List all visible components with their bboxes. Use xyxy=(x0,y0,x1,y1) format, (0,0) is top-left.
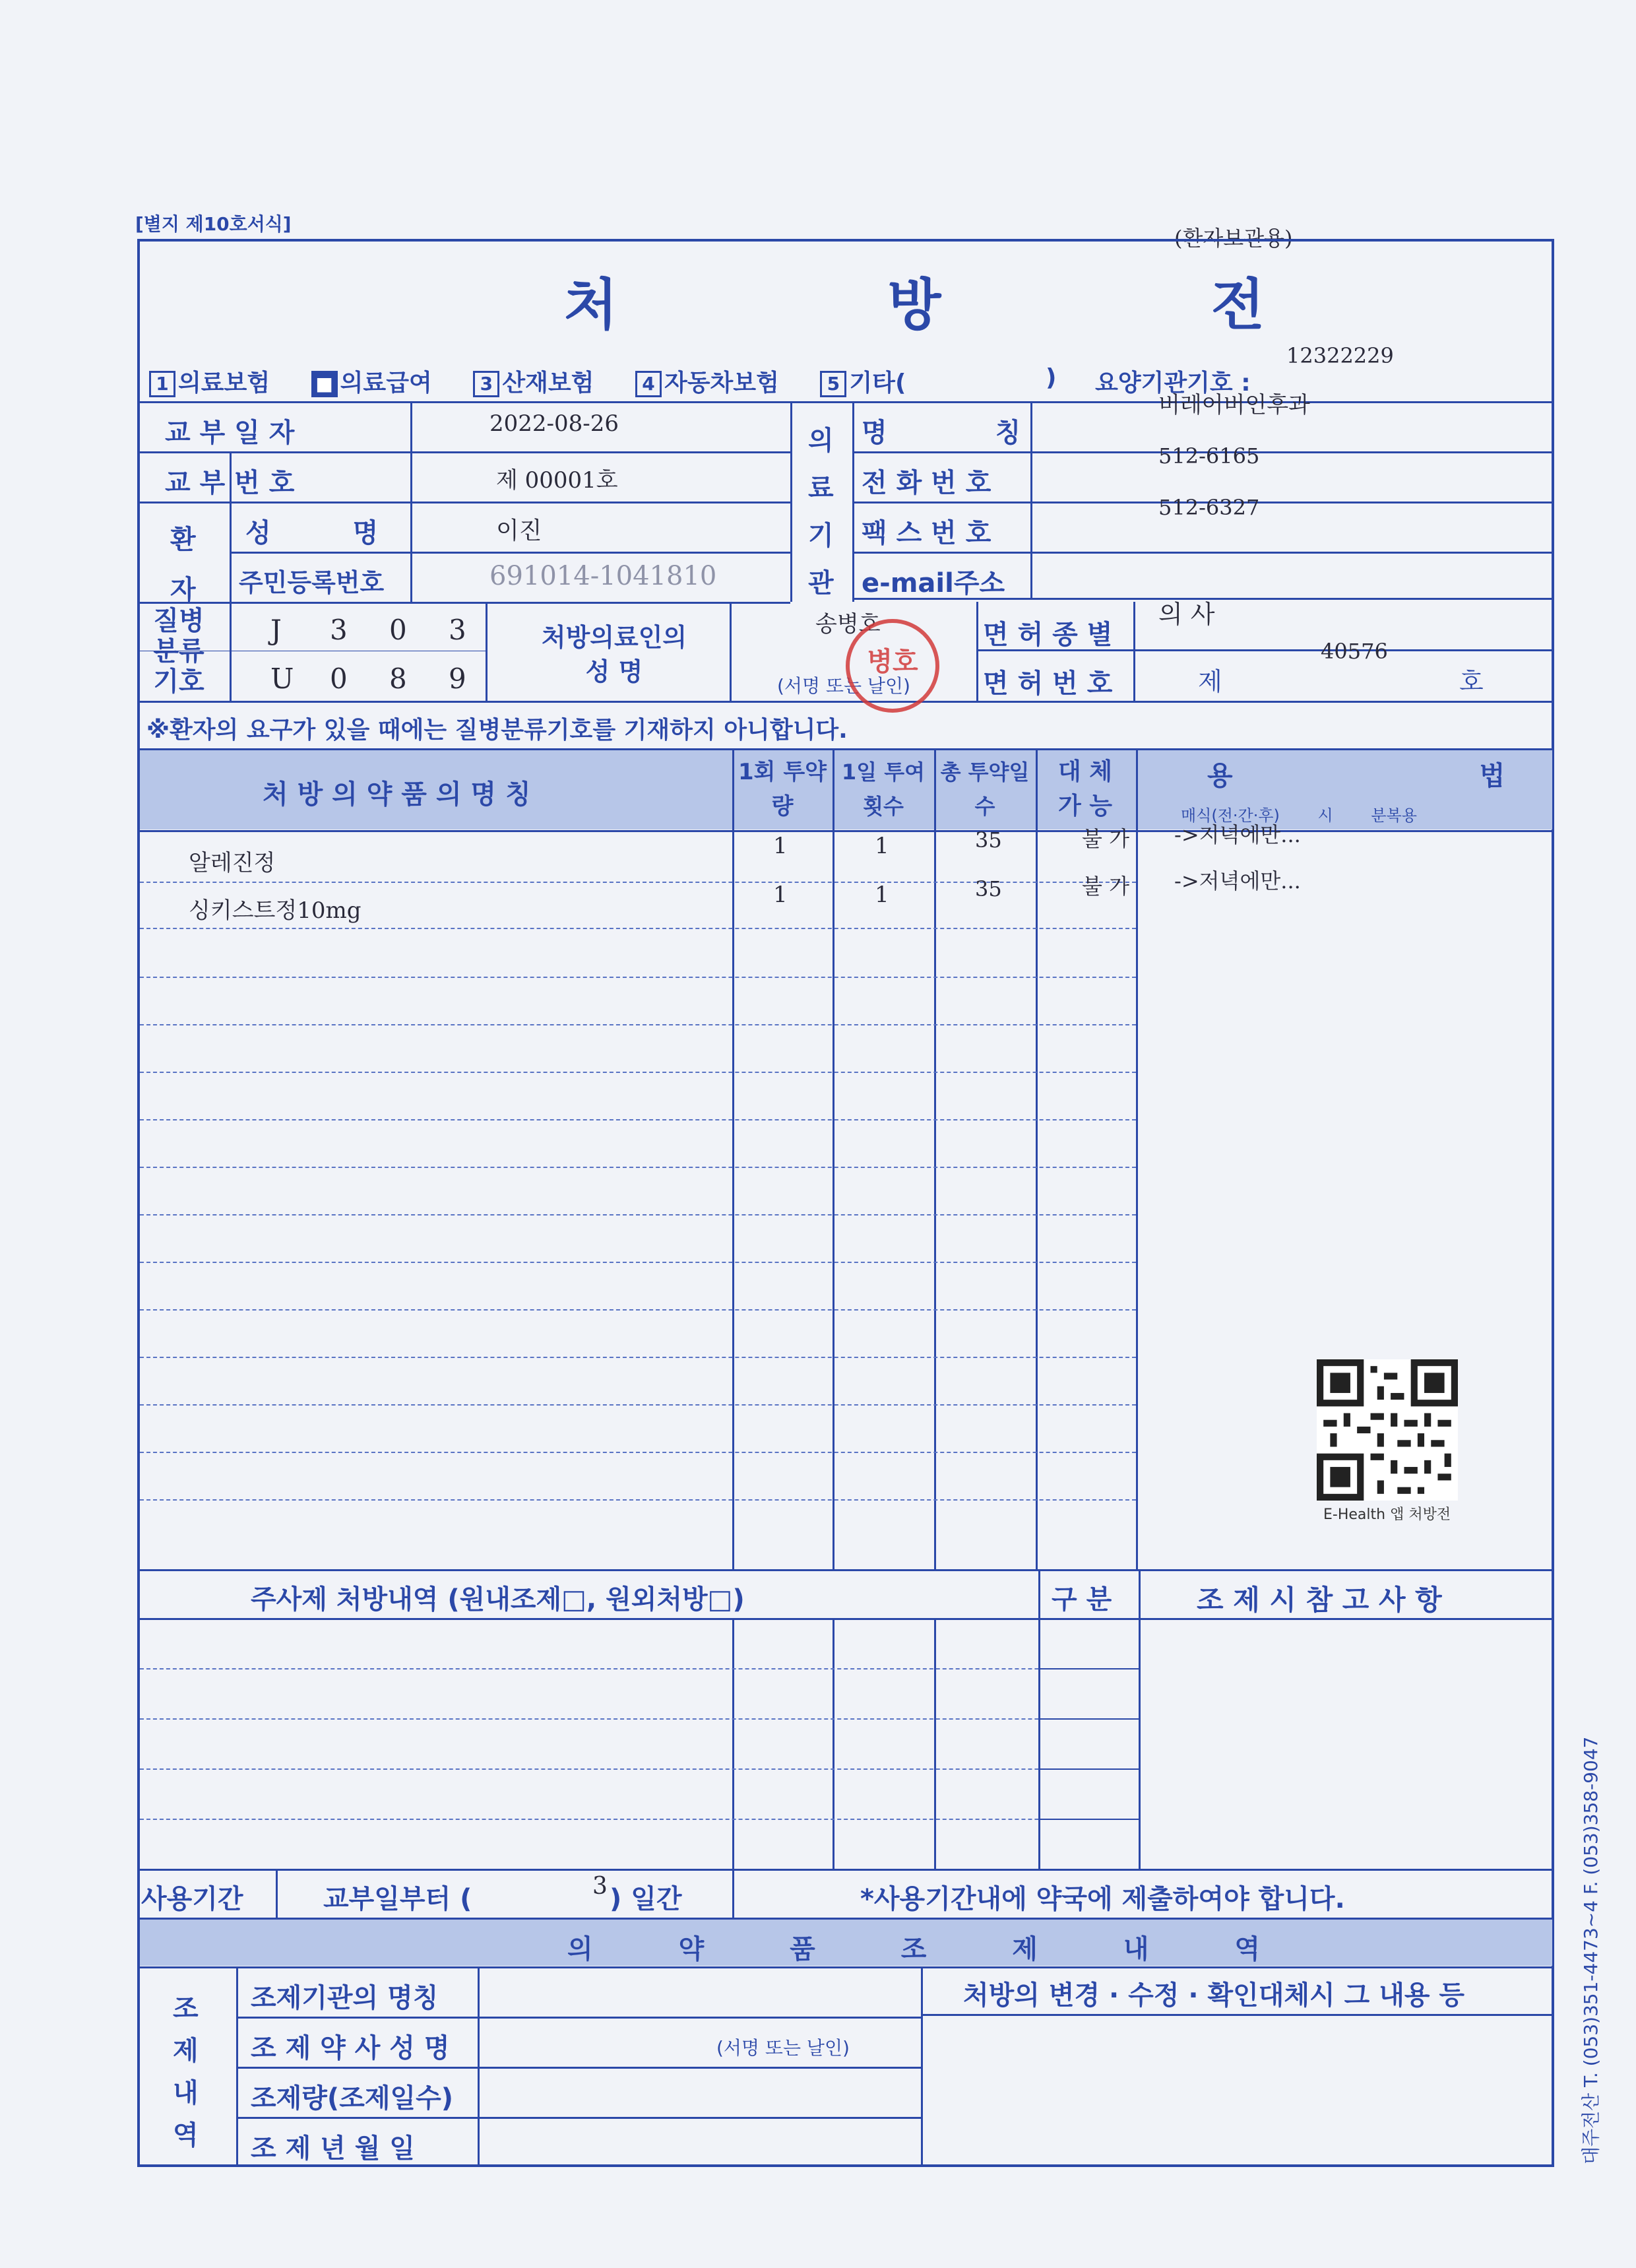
patient-group-label: 환 자 xyxy=(170,525,196,605)
patient-rrn: 691014-1041810 xyxy=(489,561,717,591)
med-usage-header: 용 법 xyxy=(1207,761,1505,791)
dispense-section-title: 의 약 품 조 제 내 역 xyxy=(567,1934,1299,1964)
insurance-types xyxy=(149,364,906,398)
insurance-type[interactable]: 1 의료보험 xyxy=(149,370,270,397)
doctor-name: 송병호 xyxy=(815,611,881,637)
insurance-type[interactable]: ■ 의료급여 xyxy=(311,370,432,397)
checkbox[interactable]: 3 xyxy=(473,371,499,397)
institution-group-label: 의 료 기 관 xyxy=(808,426,834,599)
med-subst: 불 가 xyxy=(1082,826,1129,851)
checkbox[interactable]: 1 xyxy=(149,371,175,397)
med-subst: 불 가 xyxy=(1082,874,1129,899)
dispense-row-label: 조 제 약 사 성 명 xyxy=(251,2033,450,2063)
dispense-sign-label: (서명 또는 날인) xyxy=(716,2037,850,2059)
patient-name-label: 성 명 xyxy=(245,518,379,548)
institution-name: 버레어버인후과 xyxy=(1158,392,1310,418)
disease-code-2: U 0 8 9 xyxy=(270,663,466,695)
dispense-group-label: 조 제 내 역 xyxy=(173,1993,199,2151)
insurance-type[interactable]: 3 산재보험 xyxy=(473,370,594,397)
license-suffix: 호 xyxy=(1459,667,1484,696)
med-days: 35 xyxy=(975,876,1002,901)
med-subst-header: 대 체 가 능 xyxy=(1057,758,1113,820)
disease-code-1: J 3 0 3 xyxy=(270,614,466,646)
institution-phone: 512-6165 xyxy=(1158,443,1260,469)
med-name: 알레진정 xyxy=(189,850,276,876)
med-freq-header: 1일 투여횟수 xyxy=(841,760,926,819)
insurance-type[interactable]: 5 기타( xyxy=(820,370,906,397)
med-dose-header: 1회 투약량 xyxy=(738,759,827,820)
license-number-label: 면 허 번 호 xyxy=(983,668,1113,699)
institution-code-label: 요양기관기호 : xyxy=(1095,370,1251,397)
checkbox[interactable]: 4 xyxy=(635,371,662,397)
med-dose: 1 xyxy=(773,882,788,908)
institution-fax: 512-6327 xyxy=(1158,495,1260,520)
med-dose: 1 xyxy=(773,833,788,859)
disease-code-label: 질병 분류 기호 xyxy=(153,606,204,697)
doctor-stamp: 병호 xyxy=(846,619,939,713)
patient-name: 이진 xyxy=(496,517,542,544)
disease-notice: ※환자의 요구가 있을 때에는 질병분류기호를 기재하지 아니합니다. xyxy=(146,717,848,744)
printer-note: 대주전산 T. (053)351-4473~4 F. (053)358-9047 xyxy=(1580,1736,1602,2164)
dispense-row-label: 조제기관의 명칭 xyxy=(251,1983,439,2013)
med-usage: ->지녁에만... xyxy=(1174,822,1301,847)
usage-period-unit: ) 일간 xyxy=(610,1884,682,1914)
dispense-change-label: 처방의 변경 · 수정 · 확인대체시 그 내용 등 xyxy=(963,1980,1465,2011)
issue-date-label: 교 부 일 자 xyxy=(165,418,295,448)
med-usage-subheader: 매식(전·간·후) 시 분복용 xyxy=(1181,806,1417,825)
form-id: [별지 제10호서식] xyxy=(135,213,292,235)
copy-note: (환자보관용) xyxy=(1174,226,1293,251)
checkbox-checked[interactable]: ■ xyxy=(311,371,338,397)
usage-period-from: 교부일부터 ( xyxy=(323,1884,472,1914)
sign-label: (서명 또는 날인) xyxy=(777,675,910,697)
med-days: 35 xyxy=(975,827,1002,853)
other-close: ) xyxy=(1046,364,1057,391)
license-type-label: 면 허 종 별 xyxy=(983,620,1113,650)
institution-email-label: e-mail주소 xyxy=(862,568,1005,599)
qr-code[interactable] xyxy=(1317,1359,1458,1501)
med-usage: ->저녁에만... xyxy=(1174,868,1301,893)
qr-caption: E-Health 앱 처방전 xyxy=(1323,1507,1451,1523)
issue-number-label: 교 부 번 호 xyxy=(165,468,295,498)
category-label: 구 분 xyxy=(1052,1584,1112,1615)
insurance-type[interactable]: 4 자동차보험 xyxy=(635,370,779,397)
med-name: 싱키스트정10mg xyxy=(189,897,362,924)
doctor-name-label: 처방의료인의 성 명 xyxy=(541,623,687,686)
issue-date: 2022-08-26 xyxy=(489,410,619,437)
injection-header: 주사제 처방내역 (원내조제□, 원외처방□) xyxy=(251,1584,745,1615)
dispense-ref-label: 조 제 시 참 고 사 항 xyxy=(1197,1584,1442,1616)
usage-period-label: 사용기간 xyxy=(141,1884,243,1914)
institution-fax-label: 팩 스 번 호 xyxy=(862,518,991,548)
checkbox[interactable]: 5 xyxy=(820,371,846,397)
institution-phone-label: 전 화 번 호 xyxy=(862,468,991,498)
med-name-header: 처 방 의 약 품 의 명 칭 xyxy=(263,779,531,810)
patient-rrn-label: 주민등록번호 xyxy=(239,568,385,597)
dispense-row-label: 조 제 년 월 일 xyxy=(251,2133,415,2164)
page-title: 처 방 전 xyxy=(564,273,1390,337)
med-freq: 1 xyxy=(875,833,889,859)
license-type: 의 사 xyxy=(1158,600,1215,629)
usage-period-notice: *사용기간내에 약국에 제출하여야 합니다. xyxy=(860,1884,1345,1914)
license-prefix: 제 xyxy=(1198,667,1222,696)
med-days-header: 총 투약일수 xyxy=(940,760,1030,819)
license-number: 40576 xyxy=(1321,639,1388,664)
med-freq: 1 xyxy=(875,882,889,908)
dispense-row-label: 조제량(조제일수) xyxy=(251,2083,454,2114)
institution-code: 12322229 xyxy=(1286,343,1394,368)
usage-period-days: 3 xyxy=(592,1873,608,1900)
institution-name-label: 명 칭 xyxy=(862,418,1021,448)
issue-number: 제 00001호 xyxy=(496,467,618,494)
